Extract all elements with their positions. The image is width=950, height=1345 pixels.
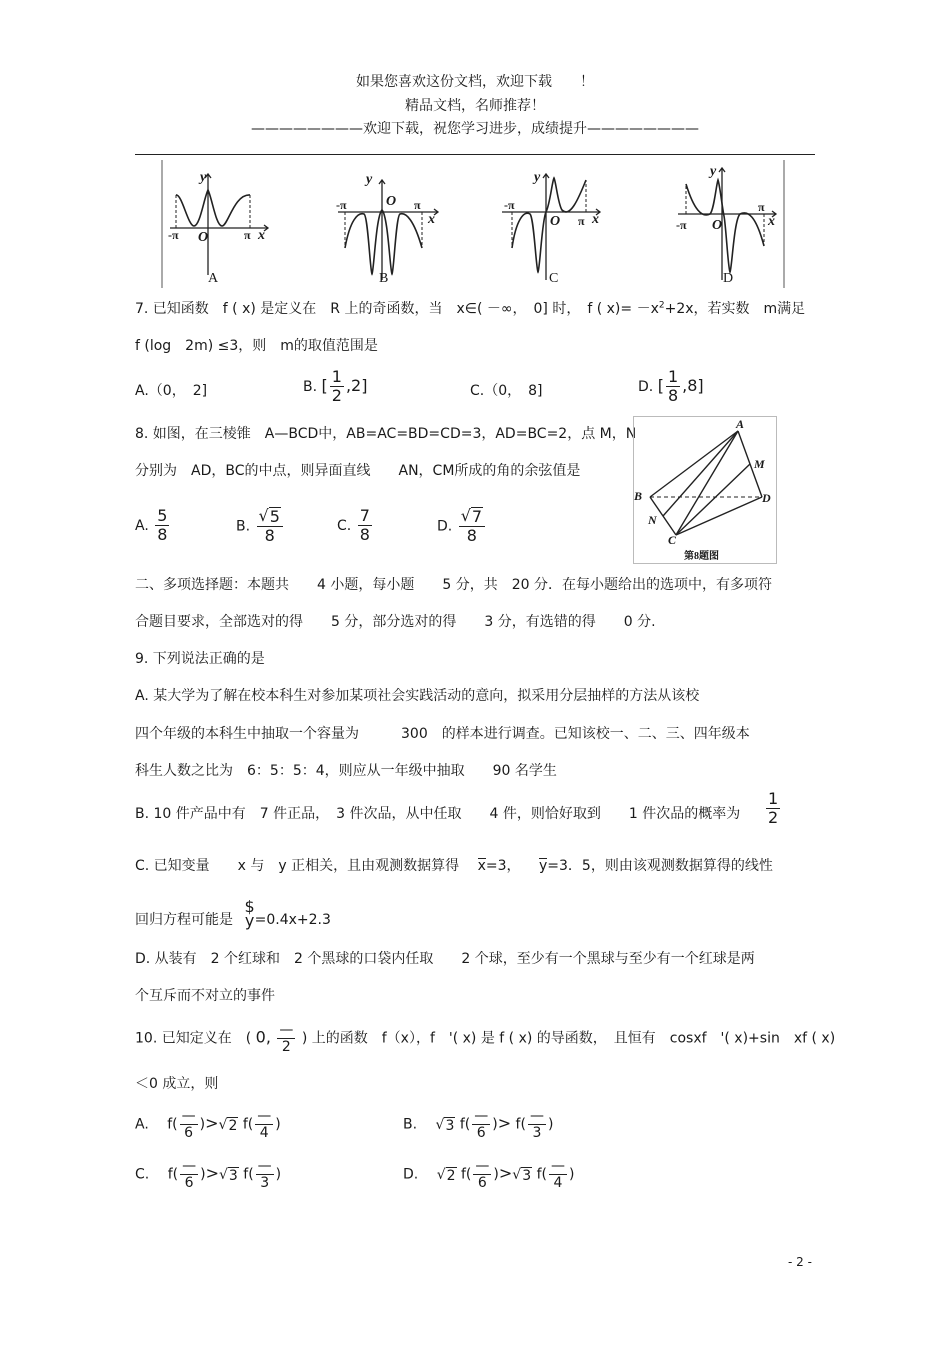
fig-label-a: A xyxy=(736,417,745,431)
q8-option-c xyxy=(337,507,374,545)
q10-b-frac2 xyxy=(528,1108,546,1141)
q10-d-f2: f xyxy=(536,1166,542,1183)
q10-d-lp2: ( xyxy=(541,1166,547,1183)
q9-b-fraction xyxy=(766,790,780,828)
fig-caption: 第8题图 xyxy=(684,551,719,562)
edge-cd xyxy=(676,497,762,535)
q10-c-f1: f xyxy=(167,1166,173,1183)
q7-option-c: C.（0， 8] xyxy=(470,383,543,399)
q8-figure xyxy=(633,416,777,564)
graph-c-neg-pi: -π xyxy=(504,198,515,212)
graph-a-y-label: y xyxy=(200,170,207,185)
fig-label-d: D xyxy=(762,491,771,505)
q9-c-xbar: x xyxy=(477,858,486,874)
q9-c-mid: =3， xyxy=(485,858,521,874)
q8-option-d xyxy=(437,507,487,546)
section-2-line-1: 二、多项选择题：本题共 4 小题，每小题 5 分，共 20 分．在每小题给出的选项中，有多项符 xyxy=(135,577,772,593)
q10-d-d1: 6 xyxy=(477,1175,487,1192)
q9-c-pre: C. 已知变量 x 与 y 正相关，且由观测数据算得 xyxy=(135,858,460,874)
q10-c-n1: — xyxy=(182,1158,197,1174)
q9-option-a-line-2: 四个年级的本科生中抽取一个容量为 300 的样本进行调查。已知该校一、二、三、四年级本 xyxy=(135,726,750,742)
q10-option-c xyxy=(135,1158,281,1191)
q10-b-sqrt: √ 3 xyxy=(435,1116,455,1134)
q8-option-d-fraction xyxy=(459,507,485,546)
q10-option-a xyxy=(135,1108,281,1141)
q10-c-rp1: ) xyxy=(200,1166,206,1183)
graph-b-y-label: y xyxy=(366,172,373,187)
q10-frac-num: — xyxy=(279,1022,294,1038)
q7-option-b-num: 1 xyxy=(331,367,342,386)
q10-d-n1: — xyxy=(475,1158,490,1174)
edge-ab xyxy=(650,431,738,497)
graph-c-x-label: x xyxy=(592,212,599,227)
q9-option-a-line-1: A. 某大学为了解在校本科生对参加某项社会实践活动的意向，拟采用分层抽样的方法从该校 xyxy=(135,688,700,704)
q8-option-b-num: 5 xyxy=(269,507,280,526)
q7-option-b xyxy=(303,368,367,406)
q8-line-1: 8. 如图，在三棱锥 A—BCD中，AB=AC=BD=CD=3，AD=BC=2，点 M，N xyxy=(135,426,637,442)
header-rule xyxy=(135,154,815,155)
graph-a-neg-pi: -π xyxy=(168,228,179,242)
q10-d-gt: > xyxy=(498,1163,513,1183)
section-2-line-2: 合题目要求，全部选对的得 5 分，部分选对的得 3 分，有选错的得 0 分. xyxy=(135,614,656,630)
q7-option-b-tail: ,2] xyxy=(345,375,368,395)
q9-option-d-line-2: 个互斥而不对立的事件 xyxy=(135,988,275,1004)
graph-c-pi: π xyxy=(578,214,585,228)
q10-b-f2: f xyxy=(515,1116,521,1133)
q10-a-n1: — xyxy=(181,1108,196,1124)
q10-b-n2: — xyxy=(529,1108,544,1124)
q8-option-a xyxy=(135,507,171,545)
q10-c-gt: > xyxy=(205,1163,219,1183)
graph-d-y-label: y xyxy=(710,164,717,179)
q10-a-n2: — xyxy=(257,1108,272,1124)
q9-c-ybar: y xyxy=(539,858,548,874)
segment-cm xyxy=(676,464,750,535)
q7-option-d-label: D. xyxy=(638,378,654,395)
graph-a-caption: A xyxy=(208,271,219,286)
q10-a-lp2: ( xyxy=(247,1116,254,1133)
q10-b-rad: 3 xyxy=(445,1117,455,1134)
segment-an xyxy=(663,431,738,516)
q10-d-label: D. xyxy=(403,1166,419,1183)
q10-b-lp2: ( xyxy=(520,1116,526,1133)
graph-a-x-label: x xyxy=(258,228,265,243)
q10-d-rp1: ) xyxy=(493,1166,499,1183)
q10-a-rp1: ) xyxy=(199,1116,206,1133)
q10-a-f2: f xyxy=(242,1116,248,1133)
q10-fraction xyxy=(277,1022,295,1055)
edge-ac xyxy=(676,431,738,535)
q7-option-d-tail: ,8] xyxy=(682,375,704,395)
q10-a-label: A. xyxy=(135,1116,149,1133)
q10-a-d1: 6 xyxy=(184,1125,194,1142)
q10-b-gt: > xyxy=(497,1113,512,1133)
q10-line-2: ＜0 成立，则 xyxy=(135,1076,219,1092)
q10-c-d2: 3 xyxy=(260,1175,270,1192)
q8-option-b-num-wrap xyxy=(257,507,283,527)
q10-pre: 10. 已知定义在 ( xyxy=(135,1030,252,1047)
q10-c-rad: 3 xyxy=(228,1167,238,1184)
q10-b-rp2: ) xyxy=(547,1116,554,1133)
q10-b-label: B. xyxy=(403,1116,418,1133)
q8-option-c-num: 7 xyxy=(359,506,370,525)
graphs-svg xyxy=(160,160,786,290)
q10-post: ) 上的函数 f（x），f '( x) 是 f ( x) 的导函数， 且恒有 cosxf '( x)+sin xf ( x) xyxy=(301,1030,836,1047)
q10-a-gt: > xyxy=(205,1113,219,1133)
graph-a-origin: O xyxy=(198,230,209,245)
q9-c2-hat: $ xyxy=(244,897,255,916)
q10-d-frac1 xyxy=(473,1158,491,1191)
q7-option-d xyxy=(638,368,704,406)
q8-option-a-label: A. xyxy=(135,517,149,534)
q10-line-1 xyxy=(135,1022,835,1055)
q10-c-label: C. xyxy=(135,1166,150,1183)
graph-c-y-label: y xyxy=(534,170,541,185)
q9-c2-eq: =0.4x+2.3 xyxy=(254,911,331,928)
q10-d-sqrt1: √ 2 xyxy=(436,1166,456,1184)
graph-d-pi: π xyxy=(758,200,765,214)
q9-option-b: B. 10 件产品中有 7 件正品， 3 件次品，从中任取 4 件，则恰好取到 1 件次品的概率为 xyxy=(135,806,741,822)
q10-c-lp1: ( xyxy=(172,1166,179,1183)
function-graphs xyxy=(160,160,786,290)
q8-option-d-label: D. xyxy=(437,518,453,535)
q8-option-c-den: 8 xyxy=(359,525,370,545)
q9-c2-yhat xyxy=(244,897,255,931)
q10-a-lp1: ( xyxy=(172,1116,178,1133)
graph-d-neg-pi: -π xyxy=(676,218,687,232)
q8-option-b-den: 8 xyxy=(264,526,275,546)
q8-option-d-num: 7 xyxy=(471,507,483,526)
q7-line-1-a: 7. 已知函数 f ( x) 是定义在 R 上的奇函数，当 x∈( －∞， 0] 时， f ( x)= －x xyxy=(135,301,659,317)
q10-b-f1: f xyxy=(459,1116,465,1133)
q7-option-d-bracket: [ xyxy=(657,375,664,395)
q9-b-den: 2 xyxy=(768,808,779,828)
graph-b-x-label: x xyxy=(428,212,435,227)
q9-option-b-fraction xyxy=(764,790,782,828)
q8-option-b-label: B. xyxy=(236,518,251,535)
graph-b-pi: π xyxy=(414,198,421,212)
q7-line-2: f (log 2m) ≤3，则 m的取值范围是 xyxy=(135,338,378,354)
q10-a-frac1 xyxy=(180,1108,198,1141)
q8-option-d-den: 8 xyxy=(466,526,477,546)
q10-c-frac1 xyxy=(180,1158,198,1191)
graph-d-origin: O xyxy=(712,218,723,233)
q9-option-c-line-1 xyxy=(135,855,773,875)
q10-a-f1: f xyxy=(167,1116,173,1133)
q10-zero: 0, xyxy=(255,1027,271,1047)
fig-label-n: N xyxy=(648,513,657,527)
header-line-1: 如果您喜欢这份文档，欢迎下载 ！ xyxy=(356,74,594,90)
fig-label-c: C xyxy=(668,533,677,547)
q9-c-post: =3．5，则由该观测数据算得的线性 xyxy=(547,858,773,874)
graph-a-pi: π xyxy=(244,228,251,242)
q7-superscript: 2 xyxy=(658,300,665,311)
q10-c-lp2: ( xyxy=(248,1166,254,1183)
q7-line-1-b: +2x，若实数 m满足 xyxy=(664,301,806,317)
q7-option-a: A.（0， 2] xyxy=(135,383,208,399)
q9-stem: 9. 下列说法正确的是 xyxy=(135,651,265,667)
q10-b-d2: 3 xyxy=(532,1125,542,1142)
q7-option-d-num: 1 xyxy=(667,367,679,386)
q10-d-n2: — xyxy=(550,1158,565,1174)
graph-b-origin: O xyxy=(386,194,397,209)
q10-d-lp1: ( xyxy=(465,1166,472,1183)
q9-option-a-line-3: 科生人数之比为 6：5：5：4，则应从一年级中抽取 90 名学生 xyxy=(135,763,557,779)
q10-c-sqrt: √ 3 xyxy=(218,1166,238,1184)
graph-b-caption: B xyxy=(379,271,389,286)
q9-c2-y: y xyxy=(244,911,255,931)
q10-a-sqrt: √ 2 xyxy=(218,1116,238,1134)
q10-d-rad1: 2 xyxy=(446,1167,456,1184)
q9-b-num: 1 xyxy=(768,789,779,808)
q10-b-lp1: ( xyxy=(464,1116,471,1133)
q9-option-c-line-2 xyxy=(135,897,331,931)
q10-c-rp2: ) xyxy=(275,1166,282,1183)
q8-option-b-fraction xyxy=(257,507,283,546)
q10-a-d2: 4 xyxy=(259,1125,269,1142)
q8-option-b-sqrt: √ 5 xyxy=(258,506,280,526)
q7-line-1 xyxy=(135,298,805,318)
q10-d-rad2: 3 xyxy=(522,1167,532,1184)
q10-d-frac2 xyxy=(549,1158,567,1191)
q8-line-2: 分别为 AD，BC的中点，则异面直线 AN，CM所成的角的余弦值是 xyxy=(135,463,581,479)
graph-c-origin: O xyxy=(550,214,561,229)
q10-d-sqrt2: √ 3 xyxy=(512,1166,532,1184)
q10-c-f2: f xyxy=(243,1166,249,1183)
q8-option-c-fraction xyxy=(358,507,372,545)
q10-b-rp1: ) xyxy=(492,1116,498,1133)
q9-c2-pre: 回归方程可能是 xyxy=(135,911,233,928)
header-line-2: 精品文档，名师推荐！ xyxy=(405,98,545,114)
q10-option-b xyxy=(403,1108,553,1141)
q7-option-b-den: 2 xyxy=(331,386,342,406)
graph-c-caption: C xyxy=(549,271,559,286)
header-line-3: ————————欢迎下载，祝您学习进步，成绩提升———————— xyxy=(251,121,699,137)
q10-c-d1: 6 xyxy=(184,1175,194,1192)
graph-b-neg-pi: -π xyxy=(336,198,347,212)
q10-b-d1: 6 xyxy=(476,1125,486,1142)
q10-b-frac1 xyxy=(472,1108,490,1141)
q8-option-b xyxy=(236,507,285,546)
graph-a xyxy=(170,174,268,275)
q10-c-frac2 xyxy=(256,1158,274,1191)
q8-option-a-fraction xyxy=(155,507,169,545)
q10-b-n1: — xyxy=(474,1108,489,1124)
q10-d-f1: f xyxy=(460,1166,466,1183)
q10-a-rad: 2 xyxy=(228,1117,238,1134)
q10-c-n2: — xyxy=(257,1158,272,1174)
q7-option-d-den: 8 xyxy=(667,386,679,406)
q10-option-d xyxy=(403,1158,574,1191)
q7-option-b-bracket: [ xyxy=(321,375,328,395)
q8-option-a-num: 5 xyxy=(157,506,168,525)
q8-option-d-num-wrap xyxy=(459,507,485,527)
q10-frac-den: 2 xyxy=(281,1039,291,1056)
q10-a-rp2: ) xyxy=(275,1116,281,1133)
graph-d xyxy=(678,168,776,280)
graph-d-caption: D xyxy=(723,271,734,286)
q7-option-b-label: B. xyxy=(303,378,318,395)
fig-label-b: B xyxy=(634,489,643,503)
graph-d-x-label: x xyxy=(768,214,775,229)
fig-label-m: M xyxy=(754,457,765,471)
q10-d-d2: 4 xyxy=(553,1175,563,1192)
q7-option-d-fraction xyxy=(666,368,680,406)
q8-option-d-sqrt: √ 7 xyxy=(460,506,483,526)
q8-option-c-label: C. xyxy=(337,517,352,534)
q7-option-b-fraction xyxy=(330,368,344,406)
q9-option-d-line-1: D. 从装有 2 个红球和 2 个黑球的口袋内任取 2 个球，至少有一个黑球与至少有一个红球是两 xyxy=(135,951,755,967)
q8-option-a-den: 8 xyxy=(157,525,168,545)
tetrahedron-svg xyxy=(634,417,776,563)
page-number: - 2 - xyxy=(788,1255,812,1269)
q10-a-frac2 xyxy=(255,1108,273,1141)
q10-d-rp2: ) xyxy=(568,1166,575,1183)
